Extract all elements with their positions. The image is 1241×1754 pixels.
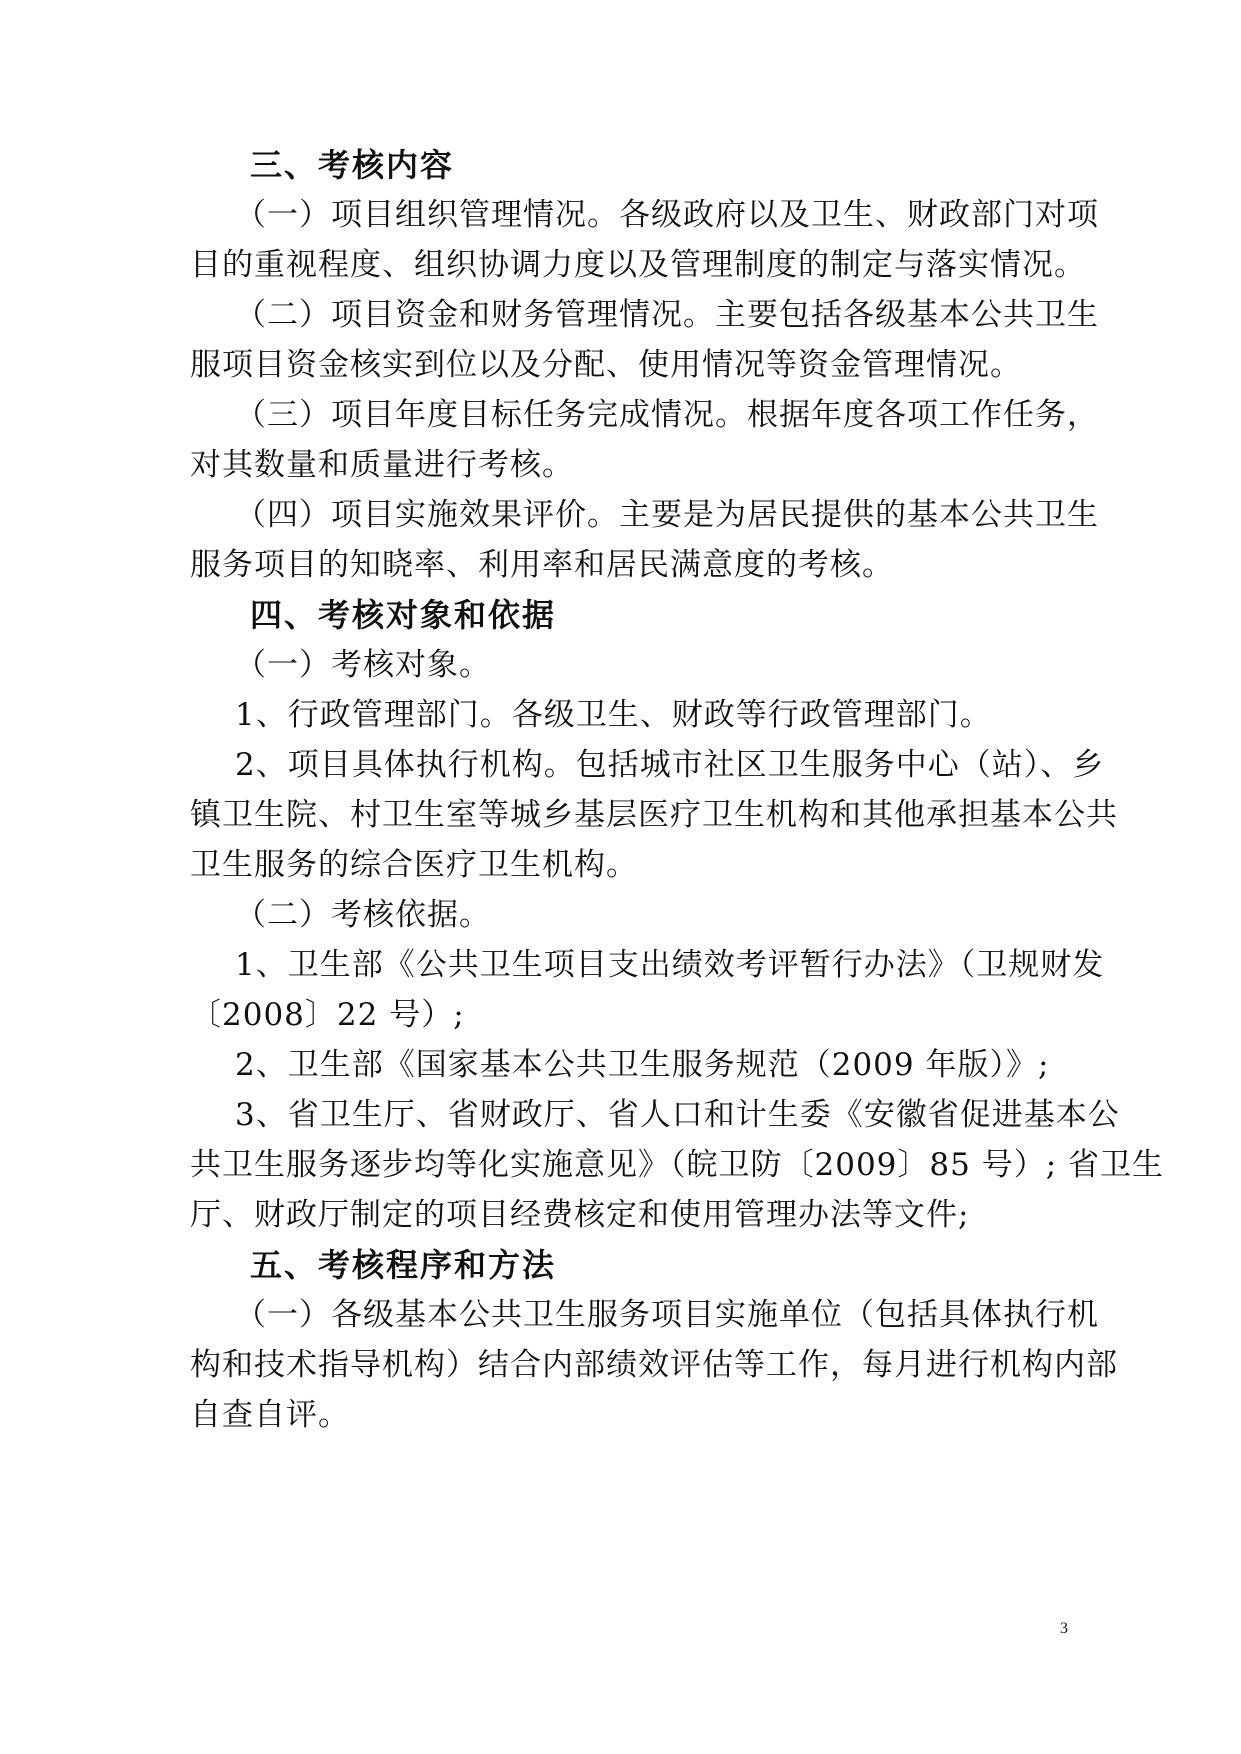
paragraph-line: 镇卫生院、村卫生室等城乡基层医疗卫生机构和其他承担基本公共 [190,797,1118,833]
list-item: 2、卫生部《国家基本公共卫生服务规范（2009 年版）》; [235,1047,1050,1083]
paragraph-line: （三）项目年度目标任务完成情况。根据年度各项工作任务， [235,397,1099,433]
list-item: 1、行政管理部门。各级卫生、财政等行政管理部门。 [235,697,992,733]
subsection-heading: （一）考核对象。 [235,647,491,683]
list-item: 2、项目具体执行机构。包括城市社区卫生服务中心（站）、乡 [235,747,1105,783]
paragraph-line: 服项目资金核实到位以及分配、使用情况等资金管理情况。 [190,347,1022,383]
section-5-heading: 五、考核程序和方法 [250,1246,557,1284]
subsection-heading: （二）考核依据。 [235,897,491,933]
paragraph-line: 构和技术指导机构）结合内部绩效评估等工作，每月进行机构内部 [190,1347,1118,1383]
section-4-heading: 四、考核对象和依据 [250,596,557,634]
paragraph-line: 厅、财政厅制定的项目经费核定和使用管理办法等文件; [190,1197,970,1233]
paragraph-line: （四）项目实施效果评价。主要是为居民提供的基本公共卫生 [235,497,1099,533]
list-item: 3、省卫生厅、省财政厅、省人口和计生委《安徽省促进基本公 [235,1097,1120,1133]
paragraph-line: （一）各级基本公共卫生服务项目实施单位（包括具体执行机 [235,1297,1099,1333]
paragraph-line: 〔2008〕22 号）; [190,997,465,1033]
paragraph-line: （二）项目资金和财务管理情况。主要包括各级基本公共卫生 [235,297,1099,333]
paragraph-line: 共卫生服务逐步均等化实施意见》（皖卫防〔2009〕85 号）; 省卫生 [190,1147,1164,1183]
list-item: 1、卫生部《公共卫生项目支出绩效考评暂行办法》（卫规财发 [235,947,1105,983]
paragraph-line: 自查自评。 [190,1397,350,1433]
paragraph-line: 服务项目的知晓率、利用率和居民满意度的考核。 [190,547,894,583]
paragraph-line: 卫生服务的综合医疗卫生机构。 [190,847,638,883]
section-3-heading: 三、考核内容 [250,146,455,184]
paragraph-line: （一）项目组织管理情况。各级政府以及卫生、财政部门对项 [235,197,1099,233]
paragraph-line: 对其数量和质量进行考核。 [190,447,574,483]
paragraph-line: 目的重视程度、组织协调力度以及管理制度的制定与落实情况。 [190,247,1086,283]
page-number: 3 [1060,1620,1068,1637]
